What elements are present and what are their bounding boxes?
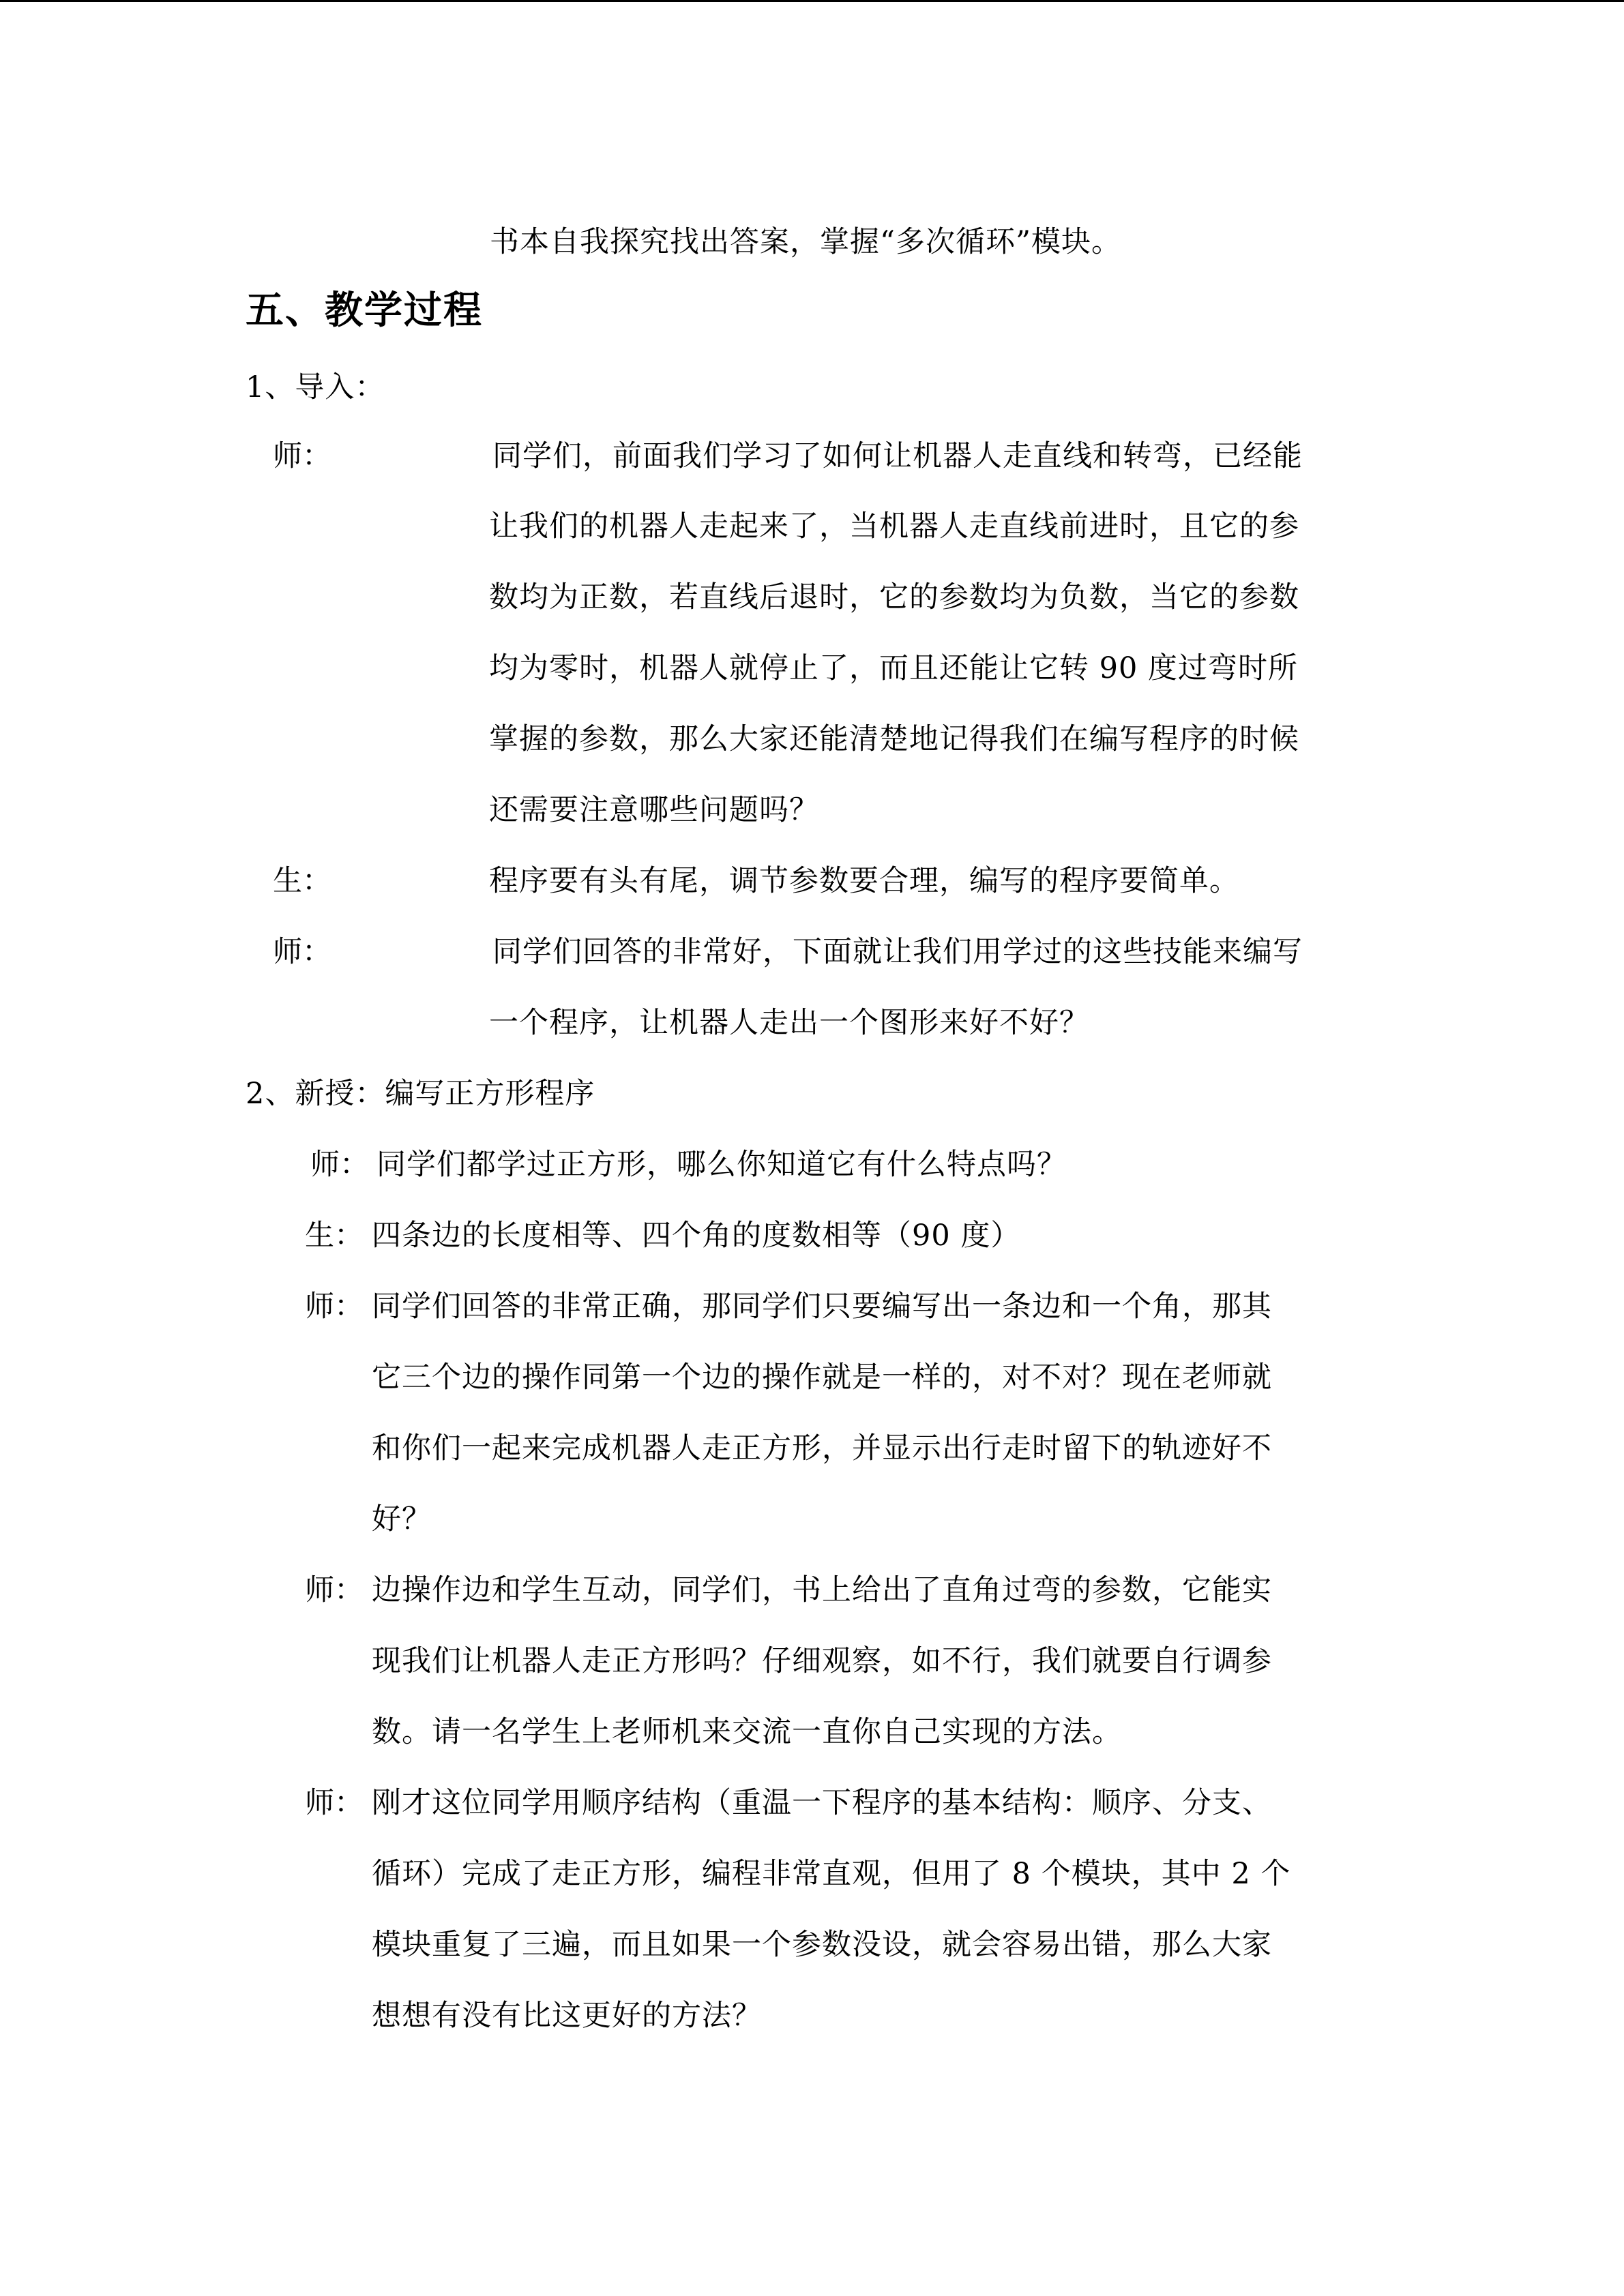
dialogue-line: 循环）完成了走正方形，编程非常直观，但用了 8 个模块，其中 2 个: [372, 1857, 1291, 1891]
dialogue-line: 同学们回答的非常好，下面就让我们用学过的这些技能来编写: [492, 935, 1303, 969]
dialogue-line: 同学们，前面我们学习了如何让机器人走直线和转弯，已经能: [492, 439, 1303, 473]
dialogue-line: 刚才这位同学用顺序结构（重温一下程序的基本结构：顺序、分支、: [372, 1786, 1272, 1820]
dialogue-line: 让我们的机器人走起来了，当机器人走直线前进时，且它的参: [489, 509, 1299, 543]
dialogue-line: 还需要注意哪些问题吗？: [489, 793, 819, 827]
speaker-teacher: 师：: [305, 1289, 364, 1324]
dialogue-line: 好？: [372, 1502, 432, 1536]
speaker-teacher: 师：: [305, 1786, 364, 1820]
dialogue-line: 和你们一起来完成机器人走正方形，并显示出行走时留下的轨迹好不: [372, 1431, 1272, 1465]
dialogue-line: 模块重复了三遍，而且如果一个参数没设，就会容易出错，那么大家: [372, 1928, 1272, 1962]
dialogue-line: 同学们回答的非常正确，那同学们只要编写出一条边和一个角，那其: [372, 1289, 1272, 1324]
dialogue-line: 程序要有头有尾，调节参数要合理，编写的程序要简单。: [489, 864, 1239, 898]
intro-line: 书本自我探究找出答案，掌握“多次循环”模块。: [490, 225, 1121, 259]
dialogue-line: 数均为正数，若直线后退时，它的参数均为负数，当它的参数: [489, 580, 1299, 614]
dialogue-line: 现我们让机器人走正方形吗？仔细观察，如不行，我们就要自行调参: [372, 1644, 1272, 1678]
dialogue-line: 一个程序，让机器人走出一个图形来好不好？: [489, 1006, 1089, 1040]
dialogue-line: 四条边的长度相等、四个角的度数相等（90 度）: [372, 1219, 1021, 1253]
dialogue-line: 边操作边和学生互动，同学们，书上给出了直角过弯的参数，它能实: [372, 1573, 1272, 1607]
speaker-student: 生：: [273, 864, 331, 898]
speaker-teacher: 师：: [305, 1573, 364, 1607]
dialogue-line: 它三个边的操作同第一个边的操作就是一样的，对不对？现在老师就: [372, 1360, 1272, 1395]
subsection-title-intro: 1、导入：: [246, 370, 385, 404]
dialogue-line: 均为零时，机器人就停止了，而且还能让它转 90 度过弯时所: [489, 651, 1299, 685]
subsection-title-new-lesson: 2、新授：编写正方形程序: [246, 1077, 595, 1111]
dialogue-line: 数。请一名学生上老师机来交流一直你自己实现的方法。: [372, 1715, 1122, 1749]
speaker-teacher: 师：: [273, 439, 331, 473]
dialogue-line: 想想有没有比这更好的方法？: [372, 1999, 762, 2033]
speaker-teacher: 师：: [310, 1148, 369, 1182]
section-heading: 五、教学过程: [246, 288, 483, 333]
dialogue-line: 同学们都学过正方形，哪么你知道它有什么特点吗？: [377, 1148, 1067, 1182]
speaker-student: 生：: [305, 1219, 364, 1253]
dialogue-line: 掌握的参数，那么大家还能清楚地记得我们在编写程序的时候: [489, 722, 1299, 756]
speaker-teacher: 师：: [273, 935, 331, 969]
